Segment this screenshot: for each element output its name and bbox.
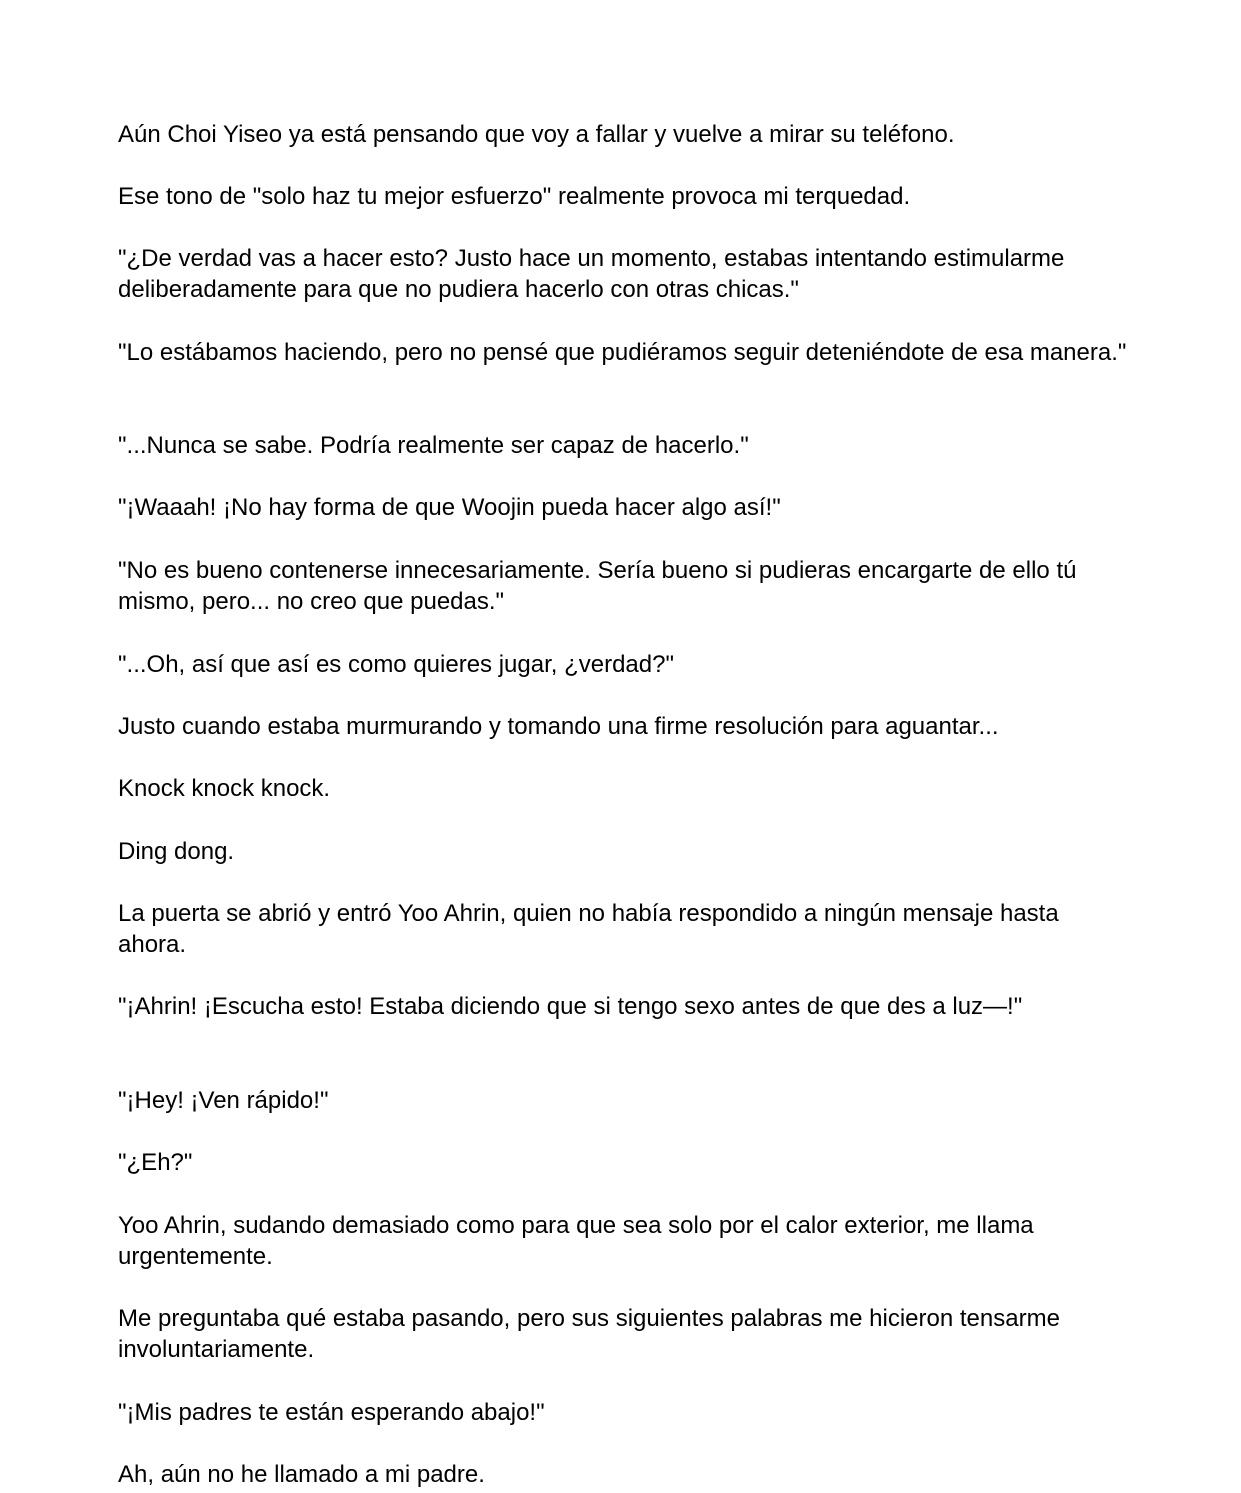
paragraph-10: Knock knock knock. xyxy=(118,775,331,802)
paragraph-8: "...Oh, así que así es como quieres jugar, ¿verdad?" xyxy=(118,651,674,678)
paragraph-2: Ese tono de "solo haz tu mejor esfuerzo" realmente provoca mi terquedad. xyxy=(118,183,911,210)
paragraph-3: "¿De verdad vas a hacer esto? Justo hace un momento, estabas intentando estimularme deliberadamente para que no pudiera hacerlo con otras chicas." xyxy=(118,245,1065,303)
paragraph-6: "¡Waaah! ¡No hay forma de que Woojin pueda hacer algo así!" xyxy=(118,494,781,521)
paragraph-15: "¿Eh?" xyxy=(118,1149,193,1176)
paragraph-7: "No es bueno contenerse innecesariamente. Sería bueno si pudieras encargarte de ello tú mismo, pero... no creo que puedas." xyxy=(118,557,1077,615)
paragraph-19: Ah, aún no he llamado a mi padre. xyxy=(118,1461,485,1488)
paragraph-14: "¡Hey! ¡Ven rápido!" xyxy=(118,1087,329,1114)
paragraph-11: Ding dong. xyxy=(118,838,235,865)
document-page xyxy=(118,0,1128,1493)
paragraph-5: "...Nunca se sabe. Podría realmente ser capaz de hacerlo." xyxy=(118,432,749,459)
paragraph-16: Yoo Ahrin, sudando demasiado como para que sea solo por el calor exterior, me llama urgentemente. xyxy=(118,1212,1034,1270)
paragraph-13: "¡Ahrin! ¡Escucha esto! Estaba diciendo que si tengo sexo antes de que des a luz—!" xyxy=(118,993,1023,1020)
paragraph-1: Aún Choi Yiseo ya está pensando que voy a fallar y vuelve a mirar su teléfono. xyxy=(118,121,955,148)
paragraph-4: "Lo estábamos haciendo, pero no pensé que pudiéramos seguir deteniéndote de esa manera." xyxy=(118,339,1127,366)
paragraph-9: Justo cuando estaba murmurando y tomando una firme resolución para aguantar... xyxy=(118,713,999,740)
paragraph-12: La puerta se abrió y entró Yoo Ahrin, quien no había respondido a ningún mensaje hasta ahora. xyxy=(118,900,1059,958)
paragraph-18: "¡Mis padres te están esperando abajo!" xyxy=(118,1399,545,1426)
paragraph-17: Me preguntaba qué estaba pasando, pero sus siguientes palabras me hicieron tensarme involuntariamente. xyxy=(118,1305,1060,1363)
